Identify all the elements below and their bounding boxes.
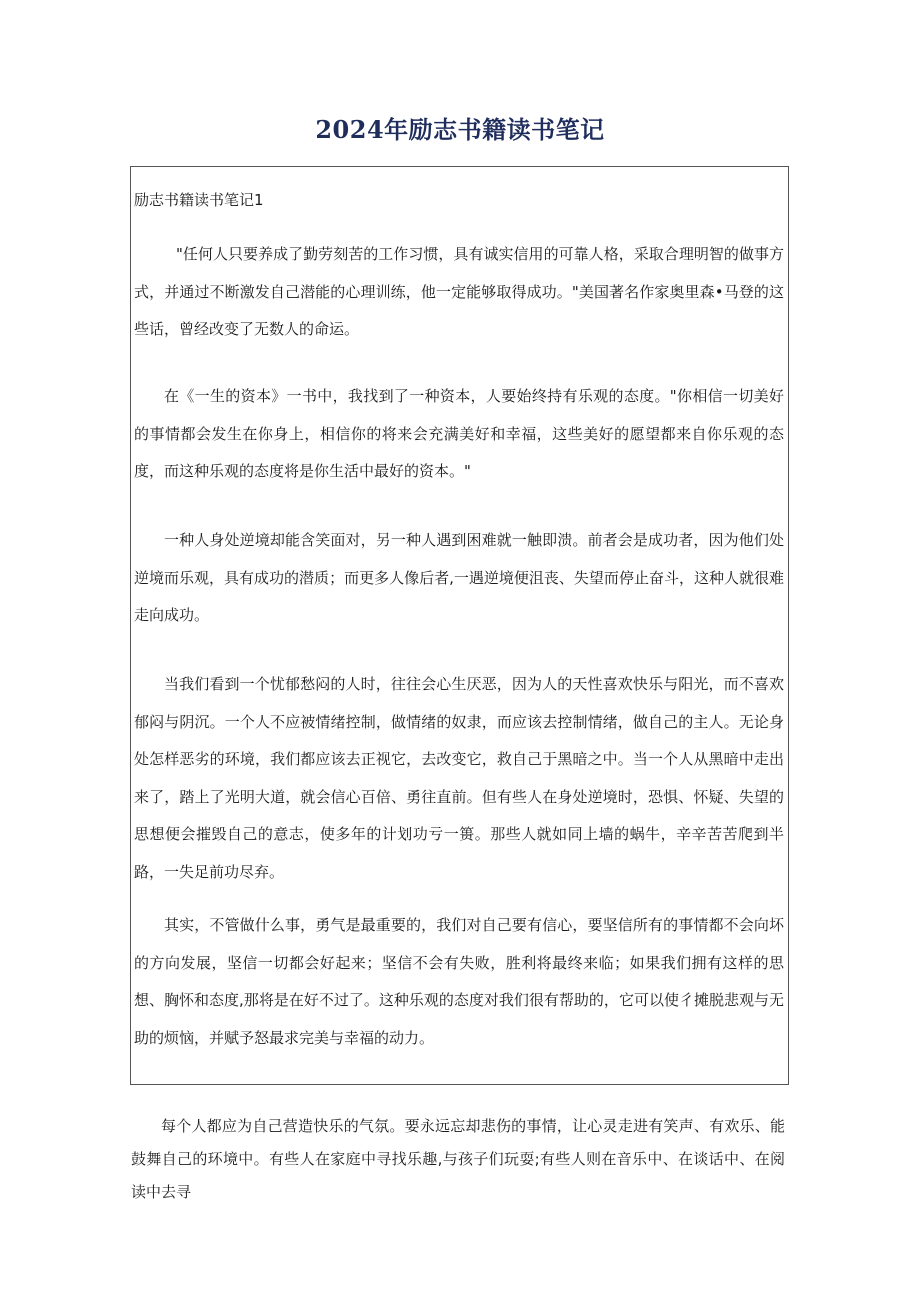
paragraph-5: 其实，不管做什么事，勇气是最重要的，我们对自己要有信心，要坚信所有的事情都不会向坏的方向发展，坚信一切都会好起来；坚信不会有失败，胜利将最终来临；如果我们拥有这样的思想、胸怀和态度,那将是在好不过了。这种乐观的态度对我们很有帮助的，它可以使彳摊脱悲观与无助的烦恼，并赋予怒最求完美与幸福的动力。 — [134, 916, 784, 1047]
paragraph-2: 在《一生的资本》一书中，我找到了一种资本，人要始终持有乐观的态度。"你相信一切美好的事情都会发生在你身上，相信你的将来会充满美好和幸福，这些美好的愿望都来自你乐观的态度，而这种乐观的态度将是你生活中最好的资本。" — [134, 387, 784, 480]
paragraph-1: "任何人只要养成了勤劳刻苦的工作习惯，具有诚实信用的可靠人格，采取合理明智的做事方式，并通过不断激发自己潜能的心理训练，他一定能够取得成功。"美国著名作家奥里森•马登的这些话，曾经改变了无数人的命运。 — [134, 245, 784, 338]
paragraph-3: 一种人身处逆境却能含笑面对，另一种人遇到困难就一触即溃。前者会是成功者，因为他们处逆境而乐观，具有成功的潜质；而更多人像后者,一遇逆境便沮丧、失望而停止奋斗，这种人就很难走向成功。 — [134, 531, 784, 624]
page-title: 2024年励志书籍读书笔记 — [315, 115, 605, 144]
bordered-text-box — [130, 166, 789, 1085]
paragraph-6: 每个人都应为自己营造快乐的气氛。要永远忘却悲伤的事情，让心灵走进有笑声、有欢乐、能鼓舞自己的环境中。有些人在家庭中寻找乐趣,与孩子们玩耍;有些人则在音乐中、在谈话中、在阅读中去寻 — [131, 1117, 785, 1201]
section-heading: 励志书籍读书笔记1 — [134, 191, 264, 209]
paragraph-4: 当我们看到一个忧郁愁闷的人时，往往会心生厌恶，因为人的天性喜欢快乐与阳光，而不喜欢郁闷与阴沉。一个人不应被情绪控制，做情绪的奴隶，而应该去控制情绪，做自己的主人。无论身处怎样恶劣的环境，我们都应该去正视它，去改变它，救自己于黑暗之中。当一个人从黑暗中走出来了，踏上了光明大道，就会信心百倍、勇往直前。但有些人在身处逆境时，恐惧、怀疑、失望的思想便会摧毁自己的意志，使多年的计划功亏一篑。那些人就如同上墙的蜗牛，辛辛苦苦爬到半路，一失足前功尽弃。 — [134, 675, 784, 881]
